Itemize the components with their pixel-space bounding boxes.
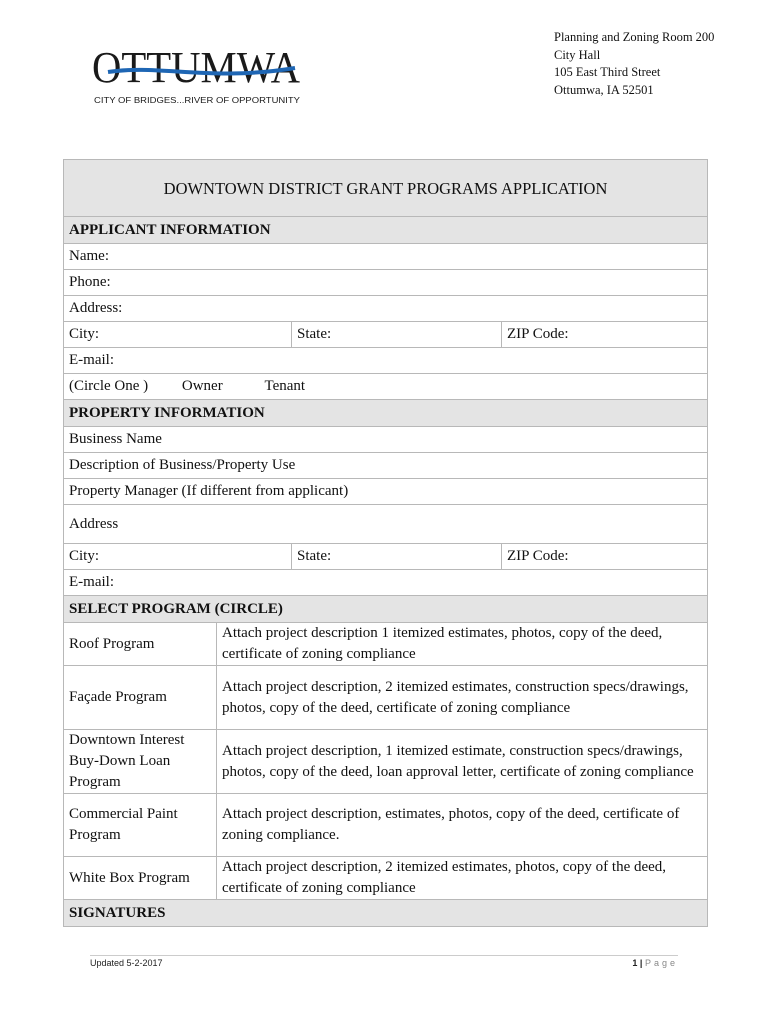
program-name-facade[interactable]: Façade Program	[64, 666, 217, 730]
owner-tenant-choice	[64, 374, 708, 400]
property-manager-field[interactable]: Property Manager (If different from applicant)	[64, 479, 708, 505]
section-heading-property: PROPERTY INFORMATION	[64, 400, 708, 427]
applicant-email-field[interactable]: E-mail:	[64, 348, 708, 374]
program-requirements: Attach project description, 2 itemized estimates, photos, copy of the deed, certificate of zoning compliance	[217, 857, 708, 900]
page-footer	[90, 955, 678, 968]
program-row	[64, 666, 708, 730]
page-label: Page	[644, 958, 678, 968]
business-description-field[interactable]: Description of Business/Property Use	[64, 453, 708, 479]
application-form	[63, 159, 708, 927]
ottumwa-logo-graphic	[90, 42, 305, 108]
property-city-field[interactable]: City:	[64, 544, 292, 570]
logo-wordmark: OTTUMWA	[92, 43, 301, 92]
page-indicator	[632, 958, 678, 968]
applicant-zip-field[interactable]: ZIP Code:	[502, 322, 708, 348]
section-heading-applicant: APPLICANT INFORMATION	[64, 217, 708, 244]
applicant-phone-field[interactable]: Phone:	[64, 270, 708, 296]
circle-one-label: (Circle One )	[69, 378, 149, 394]
address-line: City Hall	[554, 47, 601, 62]
program-row	[64, 730, 708, 794]
updated-date: Updated 5-2-2017	[90, 958, 163, 968]
address-line: 105 East Third Street	[554, 65, 661, 79]
form-title: DOWNTOWN DISTRICT GRANT PROGRAMS APPLICATION	[64, 160, 708, 217]
section-heading-programs: SELECT PROGRAM (CIRCLE)	[64, 596, 708, 623]
program-name-interest-buydown[interactable]: Downtown Interest Buy-Down Loan Program	[64, 730, 217, 794]
applicant-city-field[interactable]: City:	[64, 322, 292, 348]
program-row	[64, 857, 708, 900]
property-address-field[interactable]: Address	[64, 505, 708, 544]
page-number: 1	[632, 958, 638, 968]
program-name-white-box[interactable]: White Box Program	[64, 857, 217, 900]
program-requirements: Attach project description, 1 itemized estimate, construction specs/drawings, photos, copy of the deed, loan approval letter, certificate of zoning compliance	[217, 730, 708, 794]
applicant-name-field[interactable]: Name:	[64, 244, 708, 270]
owner-option[interactable]: Owner	[181, 378, 223, 394]
property-state-field[interactable]: State:	[292, 544, 502, 570]
city-logo	[90, 42, 305, 108]
program-name-commercial-paint[interactable]: Commercial Paint Program	[64, 794, 217, 857]
property-zip-field[interactable]: ZIP Code:	[502, 544, 708, 570]
business-name-field[interactable]: Business Name	[64, 427, 708, 453]
office-address	[554, 29, 714, 99]
program-requirements: Attach project description, estimates, photos, copy of the deed, certificate of zoning compliance.	[217, 794, 708, 857]
applicant-state-field[interactable]: State:	[292, 322, 502, 348]
program-requirements: Attach project description, 2 itemized estimates, construction specs/drawings, photos, copy of the deed, certificate of zoning compliance	[217, 666, 708, 730]
program-requirements: Attach project description 1 itemized estimates, photos, copy of the deed, certificate of zoning compliance	[217, 623, 708, 666]
logo-tagline: CITY OF BRIDGES...RIVER OF OPPORTUNITY	[94, 95, 301, 105]
address-line: Ottumwa, IA 52501	[554, 82, 654, 97]
program-row	[64, 623, 708, 666]
program-row	[64, 794, 708, 857]
page-separator: |	[639, 958, 643, 968]
section-heading-signatures: SIGNATURES	[64, 900, 708, 927]
address-line: Planning and Zoning Room 200	[554, 30, 715, 44]
property-email-field[interactable]: E-mail:	[64, 570, 708, 596]
applicant-address-field[interactable]: Address:	[64, 296, 708, 322]
tenant-option[interactable]: Tenant	[264, 378, 306, 394]
program-name-roof[interactable]: Roof Program	[64, 623, 217, 666]
